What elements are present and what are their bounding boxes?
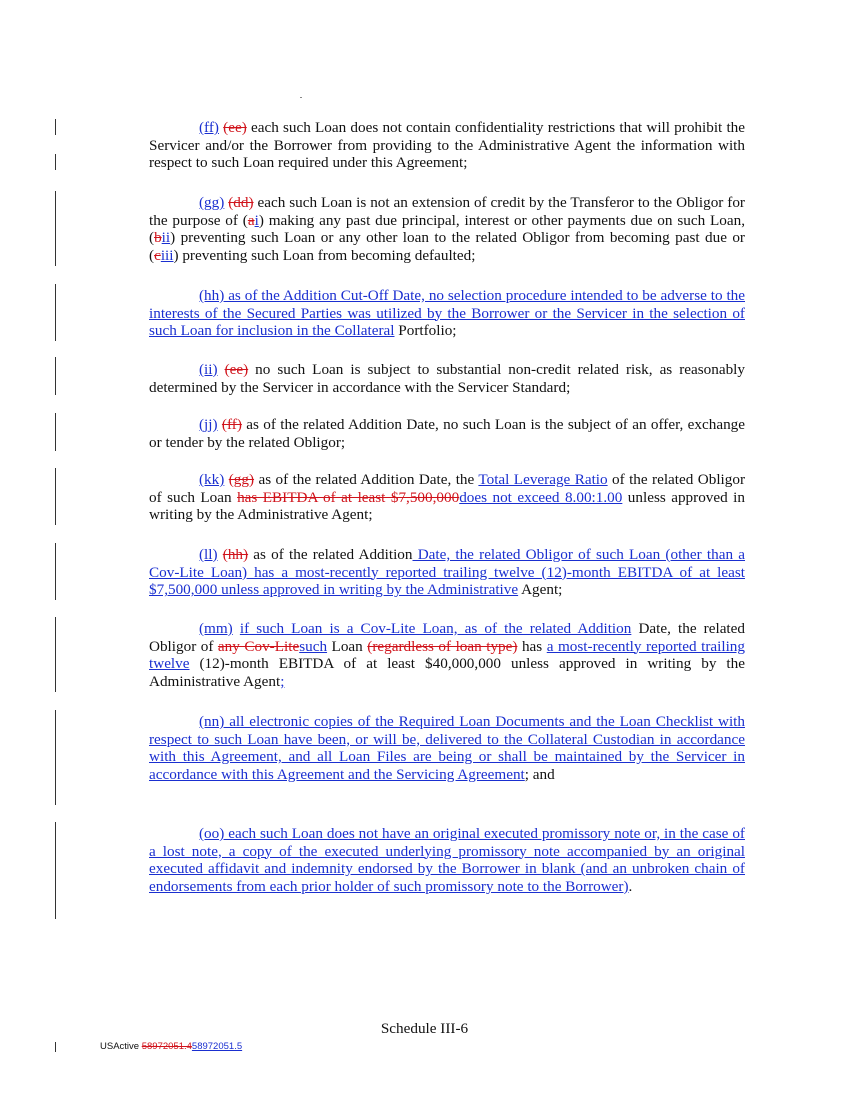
clause-gg: [149, 194, 745, 264]
clause-ff: [149, 119, 745, 172]
deleted-text: (ee): [224, 361, 249, 378]
change-bar: [55, 822, 56, 919]
body-text: Loan: [327, 637, 368, 655]
deleted-text: b: [154, 229, 162, 247]
inserted-text: Date, the related Obligor of such Loan (other than a Cov-Lite Loan) has a most-recently reported trailing twelve (12)-month EBITDA of at least $7,500,000 unless approved in writing by the Administrative: [149, 546, 746, 599]
clause-mm: [149, 620, 745, 690]
body-text: of the related Obligor of such Loan: [149, 471, 746, 506]
page-footer-title: Schedule III-6: [380, 1020, 469, 1037]
inserted-text: ;: [280, 672, 285, 690]
inserted-text: (jj): [199, 416, 218, 433]
clause-nn: [149, 713, 745, 783]
change-bar: [55, 119, 56, 135]
inserted-text: (kk): [199, 471, 225, 488]
clause-jj: [149, 416, 745, 451]
body-text: ) preventing such Loan from becoming defaulted;: [173, 246, 476, 264]
inserted-text: Total Leverage Ratio: [478, 471, 608, 488]
document-id-prefix: USActive: [100, 1041, 142, 1052]
document-id: [100, 1041, 242, 1052]
body-text: ) making any past due principal, interest or other payments due on such Loan, (: [149, 211, 745, 247]
change-bar: [55, 413, 56, 451]
body-text: each such Loan does not contain confidentiality restrictions that will prohibit the Servicer and/or the Borrower from providing to the Administrative Agent the information with respect to such Loan required under this Agreement;: [149, 119, 746, 172]
deleted-text: (ff): [221, 416, 242, 433]
deleted-text: c: [154, 246, 161, 264]
change-bar: [55, 1042, 56, 1052]
change-bar: [55, 191, 56, 266]
inserted-text: does not exceed 8.00:1.00: [459, 488, 623, 506]
document-id-new: 58972051.5: [191, 1041, 243, 1052]
inserted-text: such: [299, 637, 328, 655]
page-mark: [300, 97, 302, 98]
body-text: as of the related Addition Date, the: [254, 471, 479, 488]
body-text: Portfolio;: [394, 322, 457, 340]
inserted-text: (ii): [199, 361, 218, 378]
deleted-text: (ee): [223, 119, 247, 136]
body-text: has: [517, 637, 547, 655]
body-text: as of the related Addition Date, no such Loan is the subject of an offer, exchange or tender by the related Obligor;: [149, 416, 746, 451]
inserted-text: ii: [161, 229, 171, 247]
inserted-text: (ll): [199, 546, 218, 563]
body-text: .: [628, 877, 633, 895]
deleted-text: (dd): [228, 194, 254, 211]
body-text: ; and: [524, 765, 555, 783]
deleted-text: (hh): [222, 546, 249, 563]
body-text: no such Loan is subject to substantial non-credit related risk, as reasonably determined by the Servicer in accordance with the Servicer Standard;: [149, 361, 745, 396]
document-id-old: 58972051.4: [141, 1041, 192, 1052]
body-text: [233, 620, 240, 637]
clause-ii: [149, 361, 745, 396]
body-text: Agent;: [518, 581, 563, 599]
deleted-text: any Cov-Lite: [217, 637, 300, 655]
body-text: [218, 361, 225, 378]
clause-oo: [149, 825, 745, 895]
deleted-text: has EBITDA of at least $7,500,000: [237, 488, 460, 506]
body-text: unless approved in writing by the Administrative Agent;: [149, 488, 745, 524]
deleted-text: a: [247, 211, 255, 229]
change-bar: [55, 468, 56, 525]
deleted-text: (regardless of loan type): [367, 637, 518, 655]
body-text: Date, the related Obligor of: [149, 620, 745, 655]
clause-ll: [149, 546, 745, 599]
change-bar: [55, 617, 56, 692]
body-text: each such Loan is not an extension of credit by the Transferor to the Obligor for the purpose of (: [149, 194, 745, 229]
inserted-text: (nn) all electronic copies of the Required Loan Documents and the Loan Checklist with respect to such Loan have been, or will be, delivered to the Collateral Custodian in accordance with this Agreement, and all Loan Files are being or shall be maintained by the Servicer in accordance with this Agreement and the Servicing Agreement: [149, 713, 745, 783]
change-bar: [55, 154, 56, 170]
inserted-text: (oo) each such Loan does not have an original executed promissory note or, in the case of a lost note, a copy of the executed underlying promissory note accompanied by an original executed affidavit and indemnity endorsed by the Borrower in blank (and an unbroken chain of endorsements from each prior holder of such promissory note to the Borrower): [149, 825, 745, 895]
inserted-text: iii: [160, 246, 174, 264]
inserted-text: i: [254, 211, 259, 229]
body-text: (12)-month EBITDA of at least $40,000,000 unless approved in writing by the Administrative Agent: [149, 655, 745, 690]
change-bar: [55, 710, 56, 805]
inserted-text: (gg): [199, 194, 225, 211]
change-bar: [55, 357, 56, 395]
inserted-text: if such Loan is a Cov-Lite Loan, as of the related Addition: [239, 620, 632, 637]
deleted-text: (gg): [228, 471, 255, 488]
change-bar: [55, 543, 56, 600]
clause-hh: [149, 287, 745, 340]
inserted-text: (mm): [199, 620, 233, 637]
inserted-text: (ff): [199, 119, 219, 136]
body-text: as of the related Addition: [248, 546, 413, 563]
clause-kk: [149, 471, 745, 524]
change-bar: [55, 284, 56, 341]
inserted-text: (hh) as of the Addition Cut-Off Date, no selection procedure intended to be adverse to the interests of the Secured Parties was utilized by the Borrower or the Servicer in the selection of such Loan for inclusion in the Collateral: [149, 287, 745, 340]
body-text: ) preventing such Loan or any other loan to the related Obligor from becoming past due or (: [149, 229, 745, 264]
inserted-text: a most-recently reported trailing twelve: [149, 637, 745, 673]
